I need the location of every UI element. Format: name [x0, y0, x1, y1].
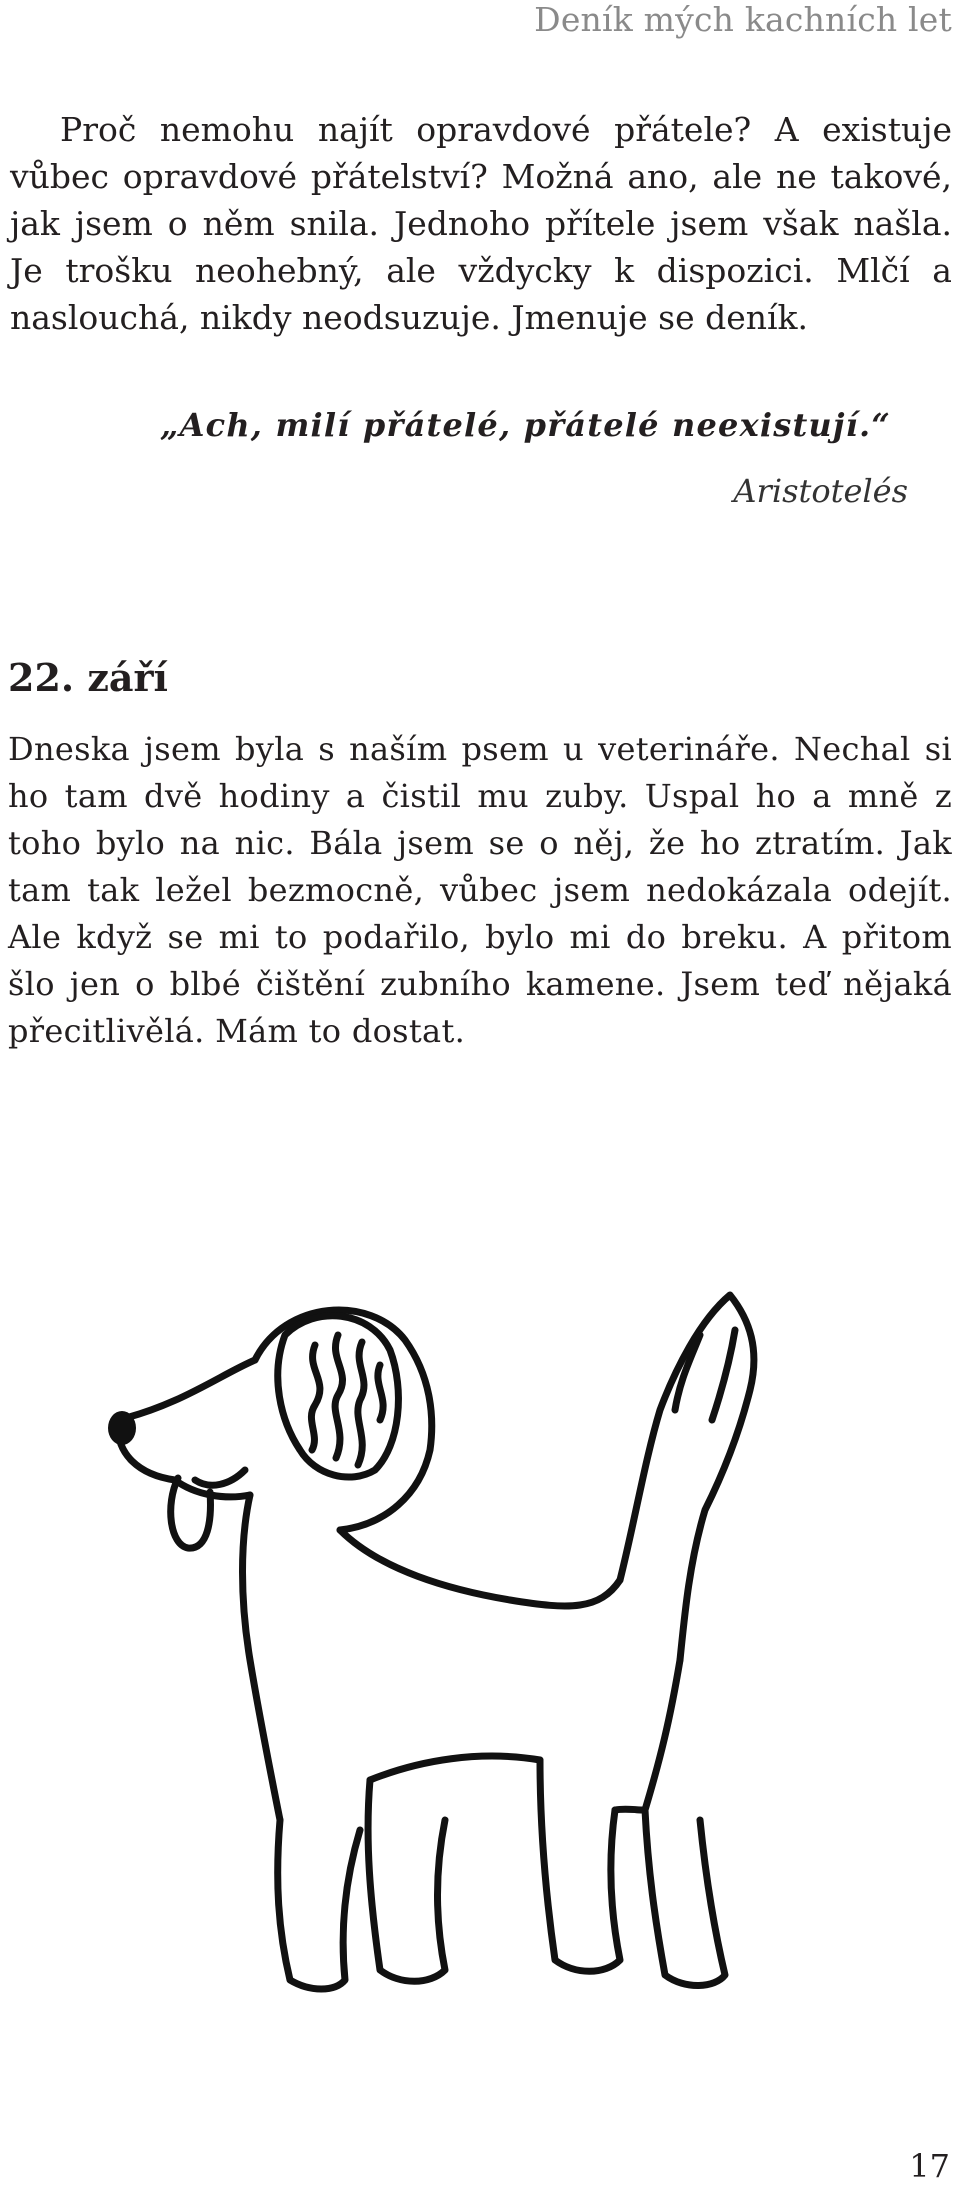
dog-back-leg-right — [645, 1810, 725, 1986]
page-number: 17 — [909, 2147, 950, 2185]
dog-belly — [645, 1660, 680, 1810]
dog-nose — [108, 1411, 136, 1445]
epigraph-author: Aristotelés — [733, 472, 908, 510]
dog-illustration — [100, 1280, 840, 2040]
running-header: Deník mých kachních let — [534, 0, 952, 39]
epigraph-quote: „Ach, milí přátelé, přátelé neexistují.“ — [160, 406, 891, 444]
dog-front-leg-right — [368, 1780, 445, 1981]
dog-chest — [243, 1495, 281, 1820]
entry-body: Dneska jsem byla s naším psem u veterináře. Nechal si ho tam dvě hodiny a čistil mu zuby. Uspal ho a mně z toho bylo na nic. Bála jsem se o něj, že ho ztratím. Jak tam tak ležel bezmocně, vůbec jsem nedokázala odejít. Ale když se mi to podařilo, bylo mi do breku. A přitom šlo jen o blbé čištění zubního kamene. Jsem teď nějaká přecitlivělá. Mám to dostat. — [8, 730, 952, 1050]
intro-paragraph: Proč nemohu najít opravdové přátele? A existuje vůbec opravdové přátelství? Možná ano, ale ne takové, jak jsem o něm snila. Jednoho přítele jsem však našla. Je trošku neohebný, ale vždycky k dispozici. Mlčí a naslouchá, nikdy neodsuzuje. Jmenuje se deník. — [10, 110, 952, 337]
dog-mouth — [195, 1470, 245, 1485]
dog-back-leg-left — [540, 1760, 620, 1971]
dog-front-leg-left — [278, 1820, 360, 1989]
dog-back — [340, 1530, 620, 1606]
entry-date-heading: 22. září — [8, 655, 168, 700]
